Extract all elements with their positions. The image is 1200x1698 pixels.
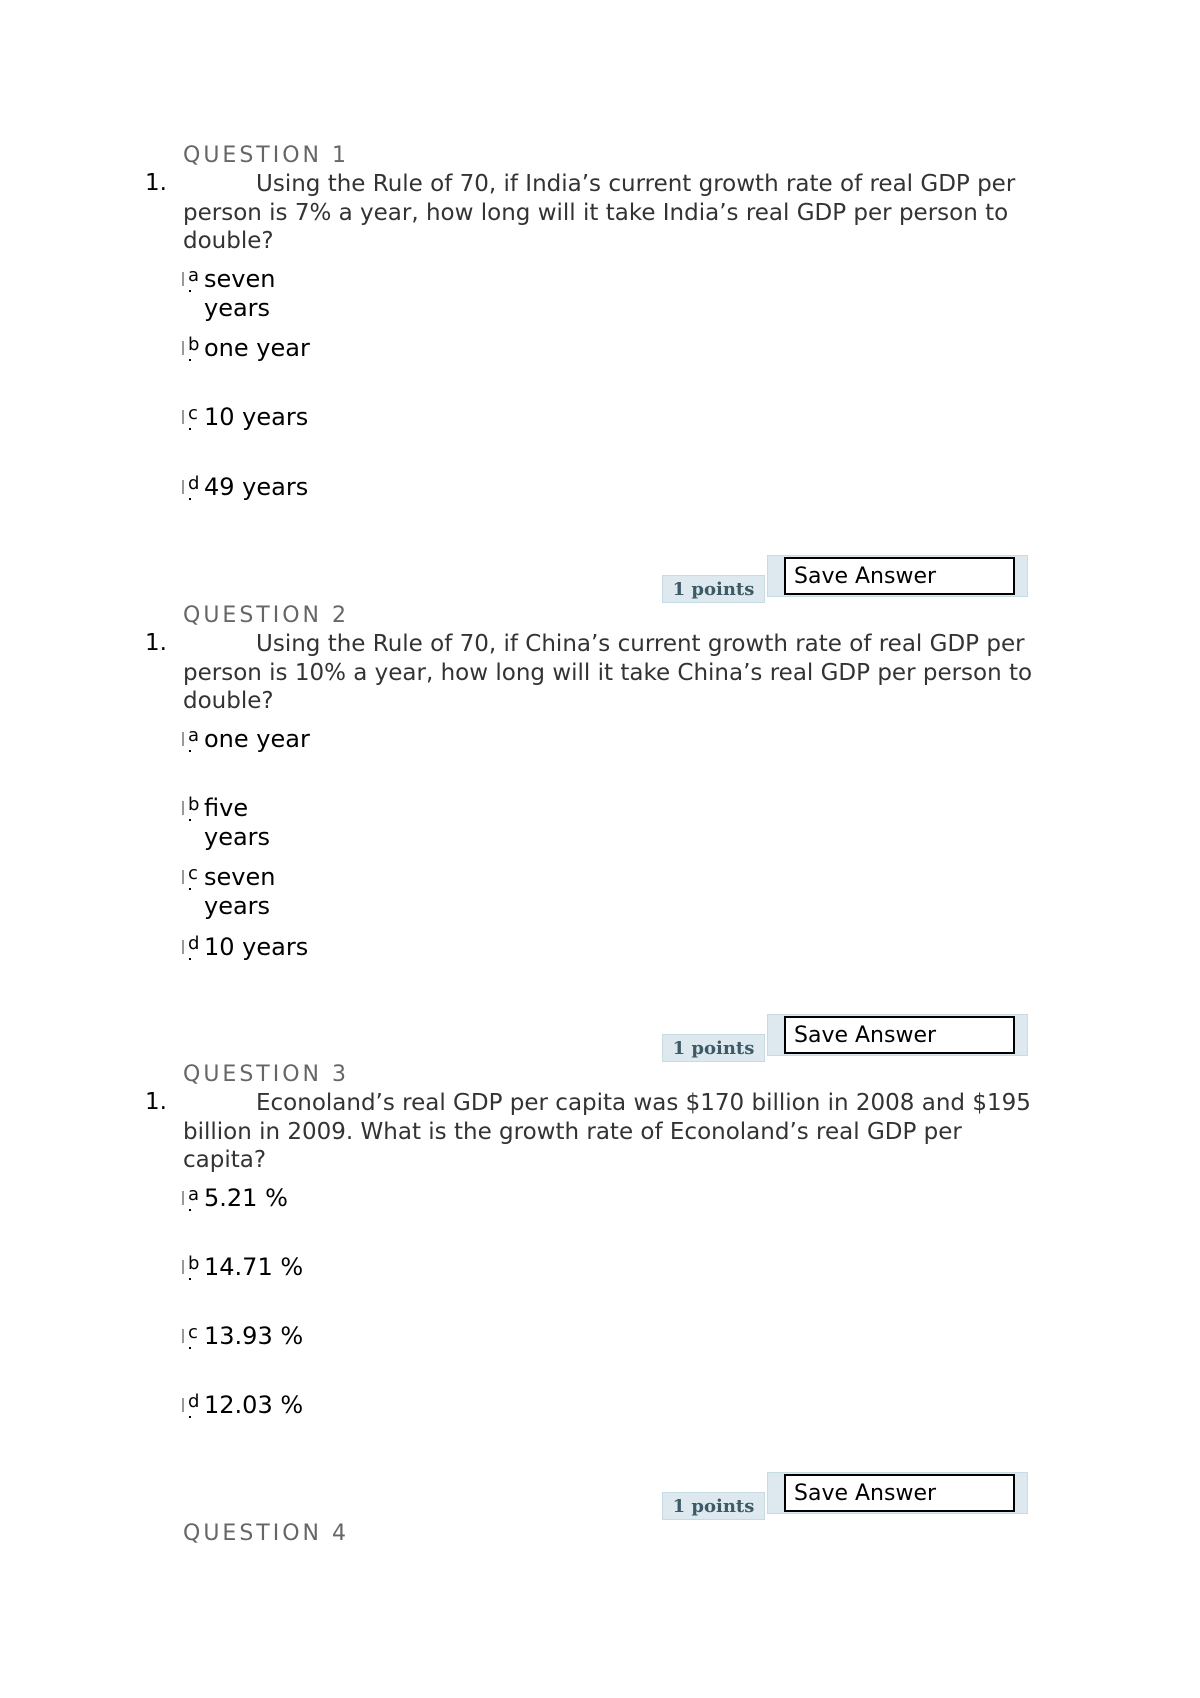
points-badge: 1 points bbox=[662, 1034, 765, 1062]
question-heading: QUESTION 1 bbox=[183, 143, 349, 168]
save-answer-container bbox=[767, 1472, 1028, 1514]
option-letter: c bbox=[188, 1322, 198, 1343]
option-dot bbox=[189, 958, 191, 960]
option-letter: d bbox=[188, 1391, 200, 1412]
option-dot bbox=[189, 359, 191, 361]
question-number: 1. bbox=[145, 170, 167, 196]
option-letter: a bbox=[188, 265, 200, 286]
radio-marker[interactable] bbox=[182, 341, 184, 355]
radio-marker[interactable] bbox=[182, 410, 184, 424]
option-dot bbox=[189, 428, 191, 430]
option-dot bbox=[189, 290, 191, 292]
option-letter: d bbox=[188, 473, 200, 494]
question-text: Using the Rule of 70, if India’s current growth rate of real GDP per person is 7% a year, how long will it take India’s real GDP per person to double? bbox=[183, 171, 1016, 254]
option-text: seven years bbox=[204, 265, 276, 322]
option-dot bbox=[189, 1416, 191, 1418]
option-text: seven years bbox=[204, 863, 276, 920]
option-letter: b bbox=[188, 334, 200, 355]
radio-marker[interactable] bbox=[182, 1398, 184, 1412]
question-number: 1. bbox=[145, 1089, 167, 1115]
option-text: 49 years bbox=[204, 473, 309, 501]
radio-marker[interactable] bbox=[182, 480, 184, 494]
save-answer-button[interactable]: Save Answer bbox=[784, 1474, 1015, 1512]
option-text: one year bbox=[204, 725, 310, 753]
option-dot bbox=[189, 819, 191, 821]
option-text: 14.71 % bbox=[204, 1253, 304, 1281]
option-letter: a bbox=[188, 725, 200, 746]
option-letter: a bbox=[188, 1184, 200, 1205]
radio-marker[interactable] bbox=[182, 1191, 184, 1205]
radio-marker[interactable] bbox=[182, 272, 184, 286]
radio-marker[interactable] bbox=[182, 1260, 184, 1274]
radio-marker[interactable] bbox=[182, 732, 184, 746]
radio-marker[interactable] bbox=[182, 1329, 184, 1343]
save-answer-button[interactable]: Save Answer bbox=[784, 557, 1015, 595]
option-dot bbox=[189, 750, 191, 752]
save-answer-button[interactable]: Save Answer bbox=[784, 1016, 1015, 1054]
option-letter: d bbox=[188, 933, 200, 954]
question-number: 1. bbox=[145, 630, 167, 656]
option-dot bbox=[189, 1347, 191, 1349]
option-dot bbox=[189, 888, 191, 890]
option-text: 10 years bbox=[204, 933, 309, 961]
radio-marker[interactable] bbox=[182, 940, 184, 954]
question-text: Econoland’s real GDP per capita was $170 billion in 2008 and $195 billion in 2009. What is the growth rate of Econoland’s real GDP per capita? bbox=[183, 1090, 1031, 1173]
radio-marker[interactable] bbox=[182, 870, 184, 884]
option-text: 13.93 % bbox=[204, 1322, 304, 1350]
save-answer-container bbox=[767, 555, 1028, 597]
option-text: five years bbox=[204, 794, 271, 851]
save-answer-container bbox=[767, 1014, 1028, 1056]
option-text: one year bbox=[204, 334, 310, 362]
option-dot bbox=[189, 498, 191, 500]
points-badge: 1 points bbox=[662, 1492, 765, 1520]
question-heading: QUESTION 3 bbox=[183, 1062, 349, 1087]
option-letter: b bbox=[188, 1253, 200, 1274]
option-letter: b bbox=[188, 794, 200, 815]
points-badge: 1 points bbox=[662, 575, 765, 603]
option-letter: c bbox=[188, 403, 198, 424]
question-heading: QUESTION 2 bbox=[183, 603, 349, 628]
question-heading: QUESTION 4 bbox=[183, 1521, 349, 1546]
question-text: Using the Rule of 70, if China’s current growth rate of real GDP per person is 10% a year, how long will it take China’s real GDP per person to double? bbox=[183, 631, 1033, 714]
option-text: 12.03 % bbox=[204, 1391, 304, 1419]
radio-marker[interactable] bbox=[182, 801, 184, 815]
option-letter: c bbox=[188, 863, 198, 884]
option-text: 10 years bbox=[204, 403, 309, 431]
option-text: 5.21 % bbox=[204, 1184, 288, 1212]
option-dot bbox=[189, 1278, 191, 1280]
option-dot bbox=[189, 1209, 191, 1211]
